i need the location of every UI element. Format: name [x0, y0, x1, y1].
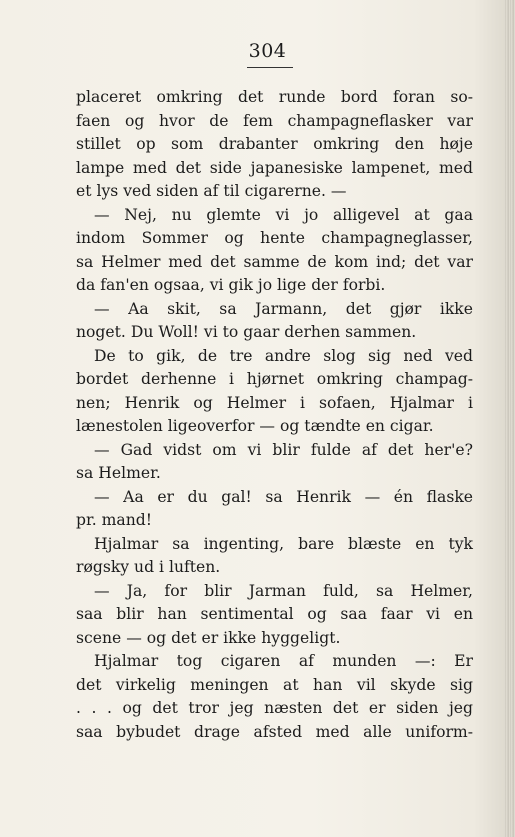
text-line: et lys ved siden af til cigarerne. —: [76, 182, 347, 200]
text-line: Hjalmar tog cigaren af munden —: Er: [94, 652, 473, 670]
page-number-underline: [247, 67, 293, 68]
text-line: De to gik, de tre andre slog sig ned ved: [94, 346, 473, 365]
text-line: nen; Henrik og Helmer i sofaen, Hjalmar i: [76, 393, 473, 412]
body-text: [76, 86, 473, 744]
text-line: indom Sommer og hente champagneglasser,: [76, 229, 473, 247]
text-line: scene — og det er ikke hyggeligt.: [76, 628, 341, 647]
text-line: lænestolen ligeoverfor — og tændte en cigar.: [76, 417, 434, 435]
text-line: pr. mand!: [76, 511, 153, 529]
text-line: — Nej, nu glemte vi jo alligevel at gaa: [94, 205, 473, 224]
text-line: . . . og det tror jeg næsten det er siden jeg: [76, 699, 473, 717]
text-line: sa Helmer.: [76, 464, 161, 482]
text-line: Hjalmar sa ingenting, bare blæste en tyk: [94, 534, 473, 553]
page-number: 304: [248, 40, 287, 62]
text-line: det virkelig meningen at han vil skyde sig: [76, 675, 473, 694]
text-line: faen og hvor de fem champagneflasker var: [76, 111, 473, 130]
text-line: røgsky ud i luften.: [76, 558, 221, 576]
text-line: bordet derhenne i hjørnet omkring champag-: [76, 370, 473, 388]
text-line: lampe med det side japanesiske lampenet, med: [76, 158, 473, 177]
text-line: da fan'en ogsaa, vi gik jo lige der forbi.: [76, 276, 386, 294]
text-line: — Aa er du gal! sa Henrik — én flaske: [94, 487, 473, 506]
text-line: sa Helmer med det samme de kom ind; det var: [76, 252, 473, 271]
text-line: noget. Du Woll! vi to gaar derhen sammen.: [76, 323, 417, 341]
text-line: saa blir han sentimental og saa faar vi en: [76, 605, 473, 623]
text-line: — Ja, for blir Jarman fuld, sa Helmer,: [94, 581, 473, 600]
text-line: placeret omkring det runde bord foran so-: [76, 88, 473, 106]
text-line: — Aa skit, sa Jarmann, det gjør ikke: [94, 299, 473, 318]
text-line: stillet op som drabanter omkring den høje: [76, 135, 473, 153]
text-line: — Gad vidst om vi blir fulde af det her'e?: [94, 440, 473, 459]
text-line: saa bybudet drage afsted med alle uniform-: [76, 722, 473, 741]
page-edge-shadow: [505, 0, 515, 837]
